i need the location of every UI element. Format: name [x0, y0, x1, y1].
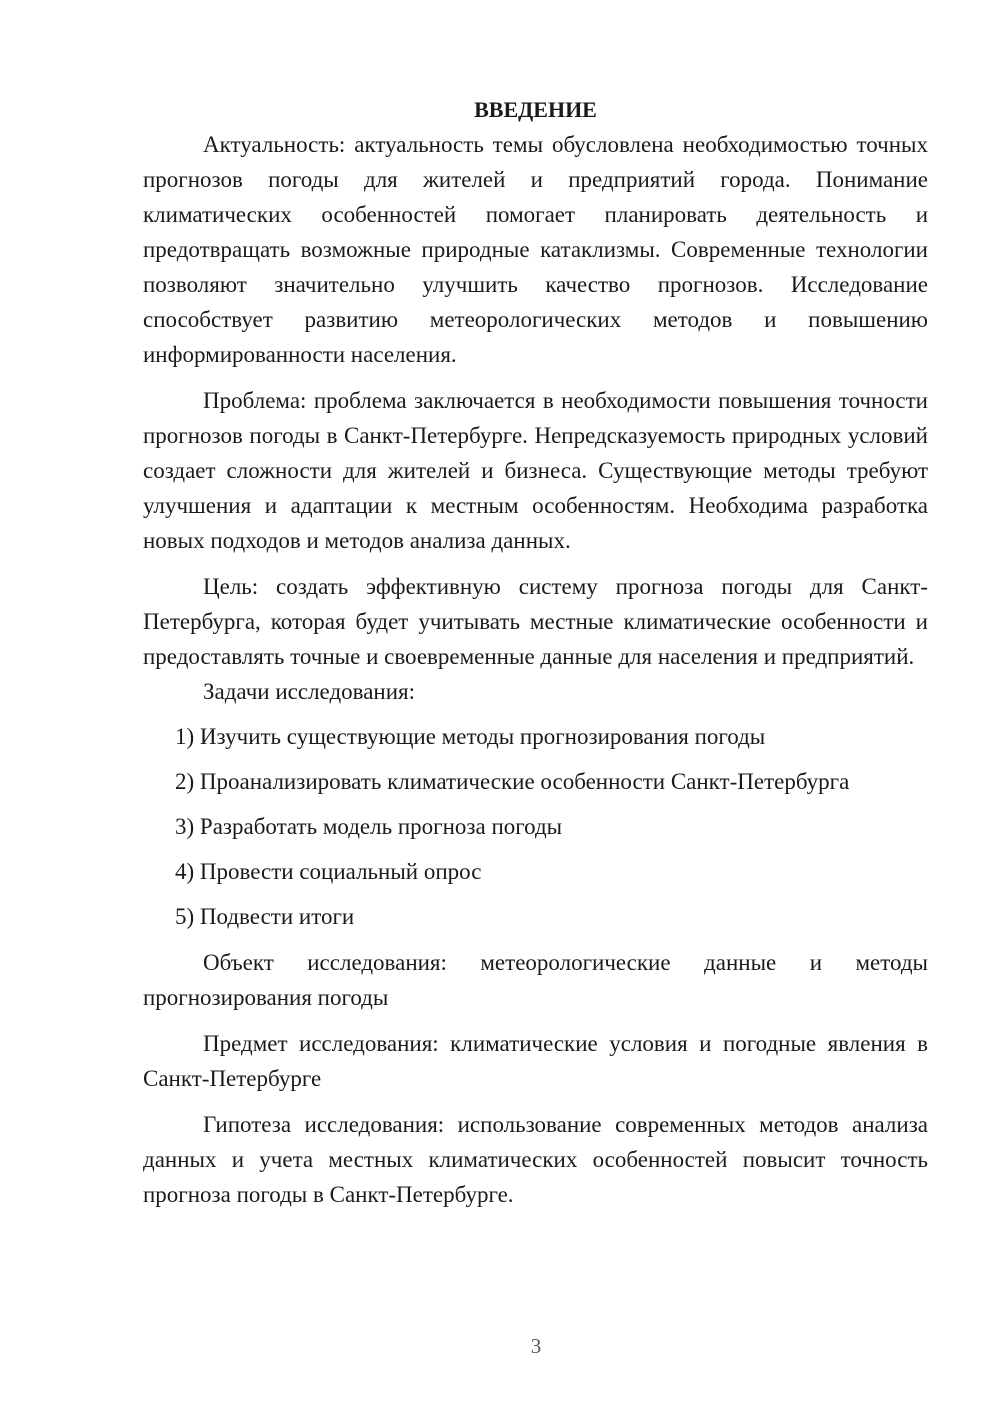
- paragraph-subject: Предмет исследования: климатические условия и погодные явления в Санкт-Петербурге: [143, 1031, 928, 1091]
- page-number: 3: [530, 1334, 542, 1358]
- list-item: 2) Проанализировать климатические особенности Санкт-Петербурга: [175, 769, 850, 794]
- page-content: [143, 92, 928, 1212]
- list-item: 4) Провести социальный опрос: [175, 859, 482, 884]
- list-item: 1) Изучить существующие методы прогнозирования погоды: [175, 724, 766, 749]
- list-item: 5) Подвести итоги: [175, 904, 355, 929]
- paragraph-relevance: Актуальность: актуальность темы обусловлена необходимостью точных прогнозов погоды для жителей и предприятий города. Понимание климатических особенностей помогает планировать деятельность и предотвращать возможные природные катаклизмы. Современные технологии позволяют значительно улучшить качество прогнозов. Исследование способствует развитию метеорологических методов и повышению информированности населения.: [143, 132, 928, 367]
- tasks-heading: Задачи исследования:: [203, 679, 416, 704]
- paragraph-object: Объект исследования: метеорологические данные и методы прогнозирования погоды: [143, 950, 928, 1010]
- paragraph-problem: Проблема: проблема заключается в необходимости повышения точности прогнозов погоды в Санкт-Петербурге. Непредсказуемость природных условий создает сложности для жителей и бизнеса. Существующие методы требуют улучшения и адаптации к местным особенностям. Необходима разработка новых подходов и методов анализа данных.: [143, 388, 928, 553]
- tasks-list: [143, 719, 928, 934]
- list-item: 3) Разработать модель прогноза погоды: [175, 814, 563, 839]
- paragraph-hypothesis: Гипотеза исследования: использование современных методов анализа данных и учета местных климатических особенностей повысит точность прогноза погоды в Санкт-Петербурге.: [143, 1112, 928, 1207]
- page-title: ВВЕДЕНИЕ: [474, 97, 597, 122]
- paragraph-goal: Цель: создать эффективную систему прогноза погоды для Санкт-Петербурга, которая будет учитывать местные климатические особенности и предоставлять точные и своевременные данные для населения и предприятий.: [143, 574, 928, 669]
